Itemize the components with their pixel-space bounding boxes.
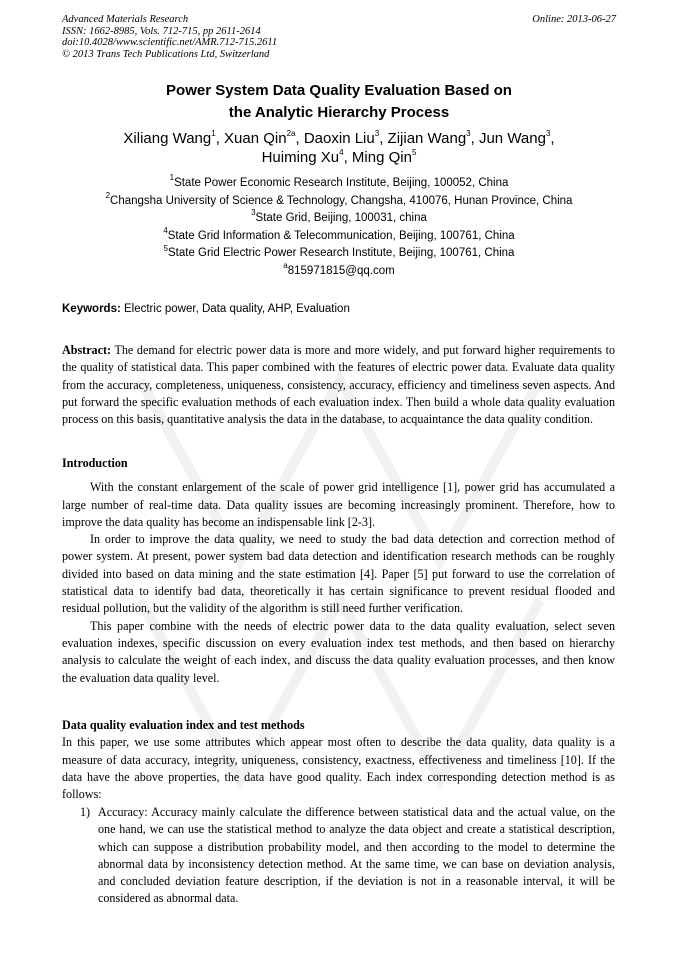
issn-line: ISSN: 1662-8985, Vols. 712-715, pp 2611-2614 (62, 25, 261, 37)
author-name: Jun Wang (478, 130, 546, 147)
introduction-section (62, 455, 615, 687)
copyright-line: © 2013 Trans Tech Publications Ltd, Switzerland (62, 48, 270, 60)
affiliation-sup: 1 (169, 173, 175, 183)
author-name: Xiliang Wang (123, 130, 212, 147)
paper-title (0, 80, 678, 124)
affiliation-text: State Grid, Beijing, 100031, china (255, 212, 427, 225)
section-heading: Data quality evaluation index and test methods (62, 718, 305, 732)
author-line-1 (0, 129, 678, 148)
affiliation (0, 263, 678, 281)
author-name: Huiming Xu (261, 149, 340, 166)
list-item-accuracy: Accuracy: Accuracy mainly calculate the difference between statistical data and the actual value, on the one hand, we can use the statistical method to analyze the data object and create a statistical description, which can suppose a distribution probability model, and then according to the model to determine the abnormal data by inconsistency detection method. At the same time, we can base on deviation analysis, and concluded deviation feature description, if the deviation is not in a reasonable interval, it will be considered as abnormal data. (98, 805, 615, 906)
paragraph: In this paper, we use some attributes which appear most often to describe the data quality, data quality is a measure of data accuracy, integrity, uniqueness, consistency, exactness, effectiveness and timeliness [10]. If the data have the above properties, the data have good quality. Each index corresponding detection method is as follows: (62, 735, 615, 802)
paragraph: This paper combine with the needs of electric power data to the data quality evaluation, select seven evaluation indexes, specific discussion on every evaluation index test methods, and then based on hierarchy analysis to calculate the weight of each index, and discuss the data quality evaluation processes, and then know the evaluation data quality level. (62, 618, 615, 685)
affiliation (0, 225, 678, 246)
author-sep: , (470, 130, 479, 147)
author-sep: , (550, 130, 555, 147)
affiliation-list (0, 175, 678, 281)
affiliation (0, 175, 678, 193)
journal-header (62, 14, 277, 60)
keywords-label: Keywords: (62, 303, 121, 315)
author-sep: , (379, 130, 388, 147)
affiliation-text: 815971815@qq.com (287, 264, 395, 277)
keywords-text: Electric power, Data quality, AHP, Evaluation (120, 303, 350, 315)
doi-line: doi:10.4028/www.scientific.net/AMR.712-715.2611 (62, 37, 278, 48)
affiliation-text: Changsha University of Science & Technology, Changsha, 410076, Hunan Province, China (110, 194, 573, 207)
title-line-2: the Analytic Hierarchy Process (228, 104, 450, 121)
affiliation-sup: 5 (163, 243, 168, 253)
author-line-2 (0, 148, 678, 167)
affiliation-text: State Grid Information & Telecommunication, Beijing, 100761, China (167, 229, 515, 242)
author-sep: , (295, 130, 304, 147)
affiliation-sup: 2 (105, 190, 111, 200)
paragraph: With the constant enlargement of the scale of power grid intelligence [1], power grid has accumulated a large number of real-time data. Data quality issues are becoming increasingly prominent. Therefore, how to improve the data quality has become an indispensable link [2-3]. (62, 480, 615, 529)
section-heading: Introduction (62, 456, 128, 470)
author-sep: , (343, 149, 352, 166)
affiliation-sup: 3 (251, 208, 256, 218)
author-name: Daoxin Liu (303, 130, 375, 147)
abstract-label: Abstract: (62, 343, 112, 357)
affiliation-text: State Grid Electric Power Research Institute, Beijing, 100761, China (167, 247, 515, 260)
author-sep: , (215, 130, 225, 147)
author-sup: 5 (411, 148, 417, 157)
title-line-1: Power System Data Quality Evaluation Based on (166, 82, 512, 99)
affiliation (0, 190, 678, 211)
author-sup: 1 (211, 129, 216, 138)
author-sup: 3 (466, 129, 471, 138)
keywords (62, 303, 350, 315)
evaluation-index-section (62, 717, 615, 803)
abstract-text: The demand for electric power data is more and more widely, and put forward higher requirements to the quality of statistical data. This paper combined with the features of electric power data. Evaluate data quality from the accuracy, completeness, uniqueness, consistency, accuracy, efficiency and timeliness seven aspects. And put forward the specific evaluation methods of each evaluation index. Then build a whole data quality evaluation process on this basis, quantitative analysis the data in the database, to acquaintance the data quality condition. (62, 343, 615, 427)
author-sup: 4 (339, 148, 344, 157)
journal-name: Advanced Materials Research (62, 14, 189, 25)
online-date: Online: 2013-06-27 (532, 14, 616, 25)
author-name: Xuan Qin (224, 130, 287, 147)
author-name: Ming Qin (351, 149, 412, 166)
list-number: 1) (80, 805, 91, 819)
affiliation (0, 210, 678, 228)
affiliation (0, 245, 678, 263)
affiliation-sup: 4 (163, 225, 168, 235)
affiliation-text: State Power Economic Research Institute, Beijing, 100052, China (174, 177, 509, 189)
author-sup: 2a (286, 129, 296, 138)
abstract (62, 342, 615, 428)
author-list (0, 129, 678, 167)
author-sup: 3 (374, 129, 380, 138)
author-sup: 3 (545, 129, 551, 138)
author-name: Zijian Wang (387, 130, 467, 147)
paragraph: In order to improve the data quality, we need to study the bad data detection and correction method of power system. At present, power system bad data detection and identification research methods can be roughly divided into based on data mining and the state estimation [4]. Paper [5] put forward to use the correlation of statistical data to identify bad data, theoretically it has certain significance to prevent residual flooded and residual pollution, but the validity of the algorithm is still need further verification. (62, 532, 615, 616)
affiliation-sup: a (283, 261, 288, 271)
